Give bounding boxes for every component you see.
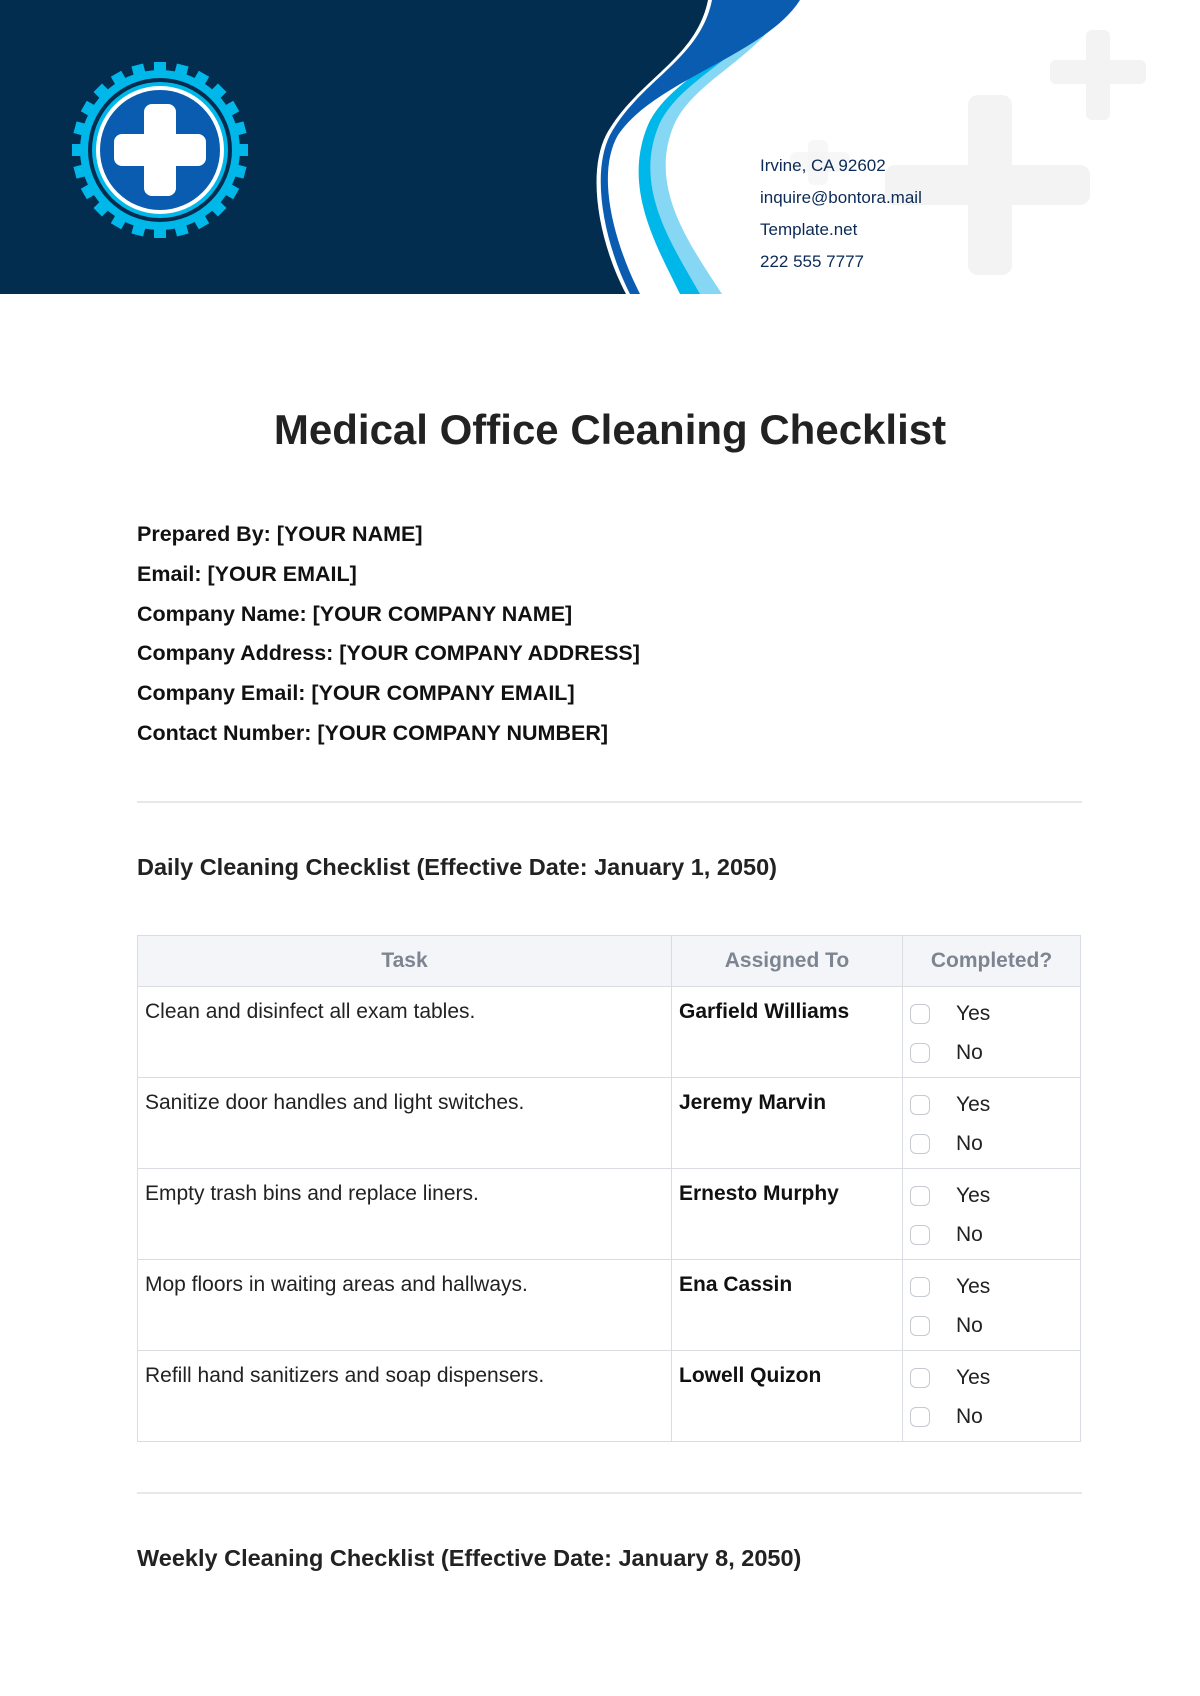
assignee-cell: Lowell Quizon — [679, 1364, 822, 1387]
column-header-assigned: Assigned To — [672, 936, 903, 987]
assignee-cell: Ena Cassin — [679, 1273, 793, 1296]
checkbox-no[interactable] — [910, 1225, 930, 1245]
task-cell: Empty trash bins and replace liners. — [145, 1182, 479, 1205]
yes-label: Yes — [956, 1001, 991, 1025]
divider — [137, 1492, 1082, 1494]
table-row — [138, 987, 1081, 1078]
yes-label: Yes — [956, 1274, 991, 1298]
task-cell: Clean and disinfect all exam tables. — [145, 1000, 476, 1023]
table-row — [138, 1078, 1081, 1169]
yes-option[interactable] — [903, 1267, 1080, 1306]
no-option[interactable] — [903, 1215, 1080, 1254]
contact-address: Irvine, CA 92602 — [760, 156, 886, 175]
task-cell: Sanitize door handles and light switches. — [145, 1091, 525, 1114]
info-prepared-by: Prepared By: [YOUR NAME] — [137, 522, 423, 546]
yes-label: Yes — [956, 1183, 991, 1207]
column-header-completed: Completed? — [903, 936, 1081, 987]
daily-checklist-table — [137, 935, 1081, 1442]
yes-label: Yes — [956, 1092, 991, 1116]
table-row — [138, 1351, 1081, 1442]
checkbox-yes[interactable] — [910, 1186, 930, 1206]
checkbox-no[interactable] — [910, 1134, 930, 1154]
header-banner — [0, 0, 1200, 294]
checkbox-yes[interactable] — [910, 1368, 930, 1388]
checkbox-yes[interactable] — [910, 1004, 930, 1024]
checkbox-no[interactable] — [910, 1043, 930, 1063]
yes-option[interactable] — [903, 1085, 1080, 1124]
no-label: No — [956, 1404, 983, 1428]
weekly-section-heading: Weekly Cleaning Checklist (Effective Date: January 8, 2050) — [137, 1545, 802, 1571]
document-info — [137, 518, 640, 757]
no-label: No — [956, 1222, 983, 1246]
daily-section-heading: Daily Cleaning Checklist (Effective Date: January 1, 2050) — [137, 854, 777, 880]
checkbox-no[interactable] — [910, 1407, 930, 1427]
info-contact-number: Contact Number: [YOUR COMPANY NUMBER] — [137, 720, 609, 745]
table-header-row — [138, 936, 1081, 987]
assignee-cell: Garfield Williams — [679, 1000, 850, 1023]
yes-label: Yes — [956, 1365, 991, 1389]
info-email: Email: [YOUR EMAIL] — [137, 561, 357, 586]
assignee-cell: Jeremy Marvin — [679, 1091, 827, 1114]
no-option[interactable] — [903, 1306, 1080, 1345]
table-row — [138, 1260, 1081, 1351]
assignee-cell: Ernesto Murphy — [679, 1182, 839, 1205]
page-title: Medical Office Cleaning Checklist — [273, 406, 947, 453]
yes-option[interactable] — [903, 1358, 1080, 1397]
contact-block — [760, 150, 922, 278]
no-option[interactable] — [903, 1397, 1080, 1436]
no-label: No — [956, 1313, 983, 1337]
header-graphic — [0, 0, 1200, 294]
contact-phone: 222 555 7777 — [760, 252, 864, 271]
info-company-name: Company Name: [YOUR COMPANY NAME] — [137, 601, 573, 626]
contact-email[interactable]: inquire@bontora.mail — [760, 188, 922, 207]
yes-option[interactable] — [903, 994, 1080, 1033]
no-option[interactable] — [903, 1124, 1080, 1163]
no-option[interactable] — [903, 1033, 1080, 1072]
checkbox-yes[interactable] — [910, 1095, 930, 1115]
contact-website[interactable]: Template.net — [760, 220, 858, 239]
yes-option[interactable] — [903, 1176, 1080, 1215]
table-row — [138, 1169, 1081, 1260]
checkbox-yes[interactable] — [910, 1277, 930, 1297]
info-company-email: Company Email: [YOUR COMPANY EMAIL] — [137, 681, 575, 706]
no-label: No — [956, 1040, 983, 1064]
info-company-address: Company Address: [YOUR COMPANY ADDRESS] — [137, 641, 640, 666]
checkbox-no[interactable] — [910, 1316, 930, 1336]
column-header-task: Task — [138, 936, 672, 987]
no-label: No — [956, 1131, 983, 1155]
medical-cross-gear-icon — [72, 62, 248, 238]
task-cell: Refill hand sanitizers and soap dispensers. — [145, 1364, 545, 1387]
task-cell: Mop floors in waiting areas and hallways. — [145, 1273, 528, 1296]
divider — [137, 801, 1082, 803]
